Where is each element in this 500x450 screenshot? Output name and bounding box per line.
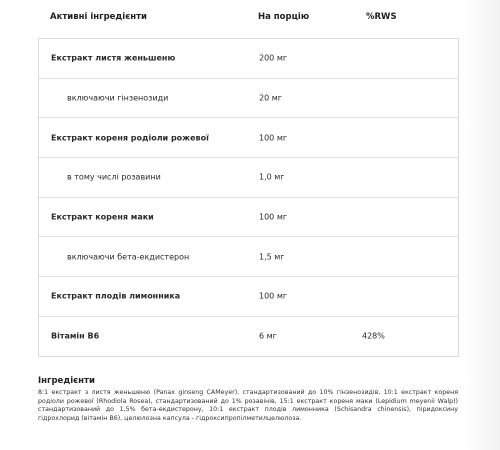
ingredient-dose: 1,0 мг bbox=[259, 172, 285, 182]
table-row bbox=[39, 158, 458, 198]
ingredient-name: Екстракт кореня родіоли рожевої bbox=[51, 133, 209, 143]
ingredient-dose: 100 мг bbox=[259, 133, 288, 143]
ingredient-dose: 200 мг bbox=[259, 53, 288, 63]
ingredient-name: Екстракт плодів лимонника bbox=[51, 291, 181, 301]
ingredients-section bbox=[38, 376, 458, 423]
table-header bbox=[38, 0, 458, 38]
right-edge-shadow bbox=[464, 0, 500, 450]
ingredient-name: включаючи бета-екдистерон bbox=[67, 252, 190, 262]
ingredient-name: Екстракт кореня маки bbox=[51, 212, 154, 222]
table-row bbox=[39, 118, 458, 158]
ingredient-name: Екстракт листя женьшеню bbox=[51, 53, 176, 63]
ingredient-dose: 6 мг bbox=[259, 331, 277, 341]
ingredients-table bbox=[38, 38, 459, 357]
table-row bbox=[39, 79, 458, 119]
ingredient-dose: 1,5 мг bbox=[259, 252, 285, 262]
ingredient-rws: 428% bbox=[362, 331, 385, 341]
ingredient-name: включаючи гінзенозиди bbox=[67, 93, 169, 103]
ingredients-title: Інгредієнти bbox=[38, 376, 95, 386]
header-rws: %RWS bbox=[366, 12, 397, 22]
ingredient-dose: 100 мг bbox=[259, 291, 288, 301]
ingredients-text: 8:1 екстракт з листя женьшеню (Panax ginseng CAMeyer), стандартизований до 10% гінзенозидів, 10:1 екстракт кореня родіоли рожевої (Rhodiola Rosea), стандартизований до 1% розавінів, 15:1 екстракт кореня маки (Lepidium meyenii Walp)) стандартизований до 1,5% бета-екдистерону, 10:1 екстракт плодів лимонника (Schisandra chinensis), піридоксину гідрохлорид (вітамін B6), целюлозна капсула - гідроксипропілметилцелюлоза. bbox=[38, 389, 458, 422]
ingredient-name: Вітамін B6 bbox=[51, 331, 100, 341]
ingredient-name: в тому числі розавини bbox=[67, 172, 161, 182]
table-row bbox=[39, 317, 458, 356]
header-active-ingredients: Активні інгредієнти bbox=[50, 12, 148, 22]
ingredient-dose: 100 мг bbox=[259, 212, 288, 222]
table-row bbox=[39, 39, 458, 79]
table-row bbox=[39, 277, 458, 317]
header-per-serving: На порцію bbox=[258, 12, 310, 22]
table-row bbox=[39, 237, 458, 277]
table-row bbox=[39, 198, 458, 238]
ingredient-dose: 20 мг bbox=[259, 93, 282, 103]
